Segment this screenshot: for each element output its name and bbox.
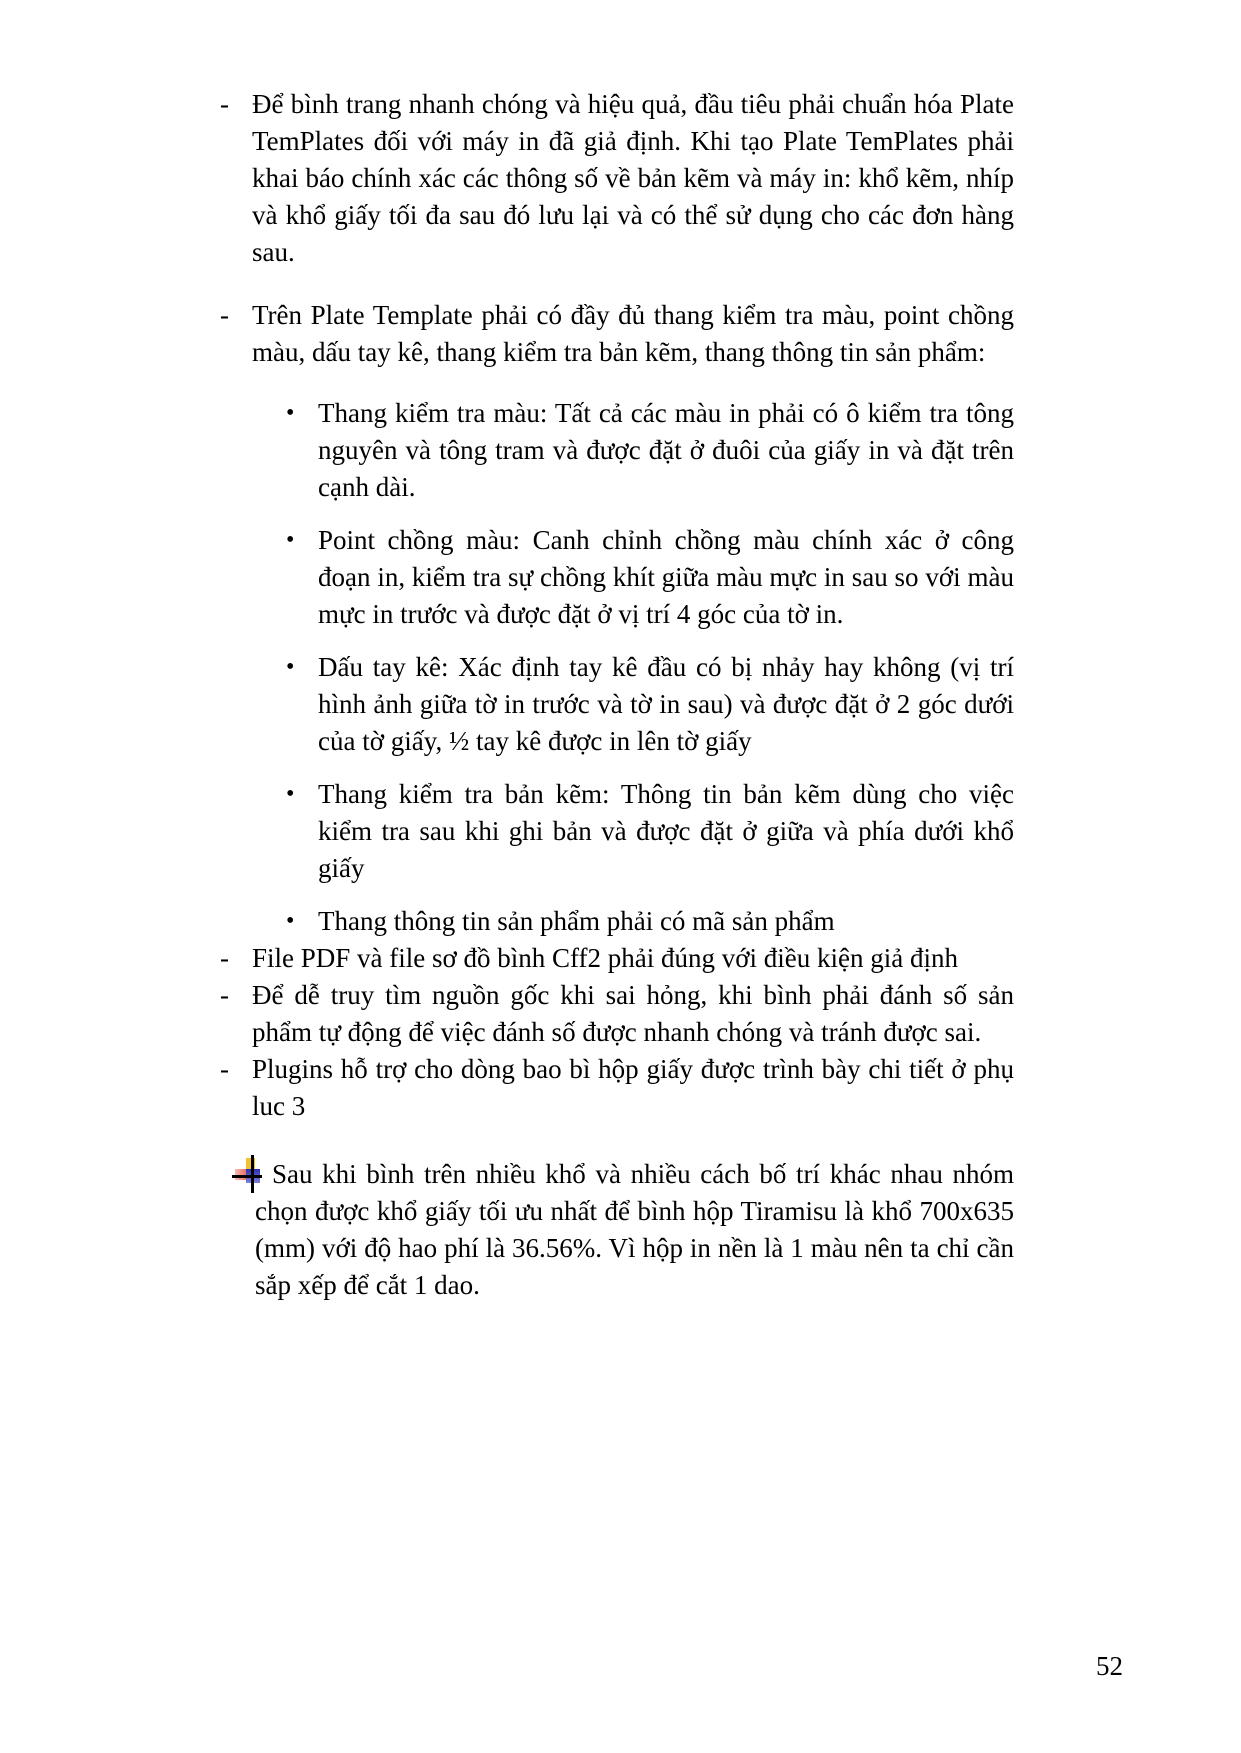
dash-bullet: - (220, 943, 229, 973)
list-item-text: Plugins hỗ trợ cho dòng bao bì hộp giấy được trình bày chi tiết ở phụ luc 3 (252, 1054, 1014, 1121)
dash-bullet: - (220, 300, 229, 330)
list-item-text: File PDF và file sơ đồ bình Cff2 phải đúng với điều kiện giả định (252, 943, 959, 973)
list-item-text: Thang thông tin sản phẩm phải có mã sản phẩm (318, 906, 835, 936)
sub-list-item (220, 522, 1014, 633)
list-item-text: Thang kiểm tra bản kẽm: Thông tin bản kẽm dùng cho việc kiểm tra sau khi ghi bản và được đặt ở giữa và phía dưới khổ giấy (318, 779, 1014, 883)
list-item-text: Để bình trang nhanh chóng và hiệu quả, đầu tiêu phải chuẩn hóa Plate TemPlates đối với máy in đã giả định. Khi tạo Plate TemPlates phải khai báo chính xác các thông số về bản kẽm và máy in: khổ kẽm, nhíp và khổ giấy tối đa sau đó lưu lại và có thể sử dụng cho các đơn hàng sau. (252, 89, 1014, 267)
cross-horizontal-bar (232, 1175, 262, 1178)
list-item (220, 86, 1014, 271)
sub-list-item (220, 776, 1014, 887)
list-item-text: Trên Plate Template phải có đầy đủ thang kiểm tra màu, point chồng màu, dấu tay kê, thang kiểm tra bản kẽm, thang thông tin sản phẩm: (252, 300, 1014, 367)
list-item-text: Dấu tay kê: Xác định tay kê đầu có bị nhảy hay không (vị trí hình ảnh giữa tờ in trước và tờ in sau) và được đặt ở 2 góc dưới của tờ giấy, ½ tay kê được in lên tờ giấy (318, 652, 1014, 756)
list-item (220, 1051, 1014, 1125)
dash-bullet: - (220, 1054, 229, 1084)
list-item-text: Để dễ truy tìm nguồn gốc khi sai hỏng, khi bình phải đánh số sản phẩm tự động để việc đánh số được nhanh chóng và tránh được sai. (252, 980, 1014, 1047)
page-number: 52 (1096, 1651, 1123, 1681)
dot-bullet: • (286, 908, 295, 934)
dot-bullet: • (286, 400, 295, 426)
dot-bullet: • (286, 527, 295, 553)
dash-bullet: - (220, 980, 229, 1010)
list-item (220, 940, 1014, 977)
document-content (220, 86, 1014, 1304)
sub-list-item (220, 903, 1014, 940)
dash-bullet: - (220, 89, 229, 119)
list-item (220, 297, 1014, 371)
list-item-text: Thang kiểm tra màu: Tất cả các màu in phải có ô kiểm tra tông nguyên và tông tram và được đặt ở đuôi của giấy in và đặt trên cạnh dài. (318, 398, 1014, 502)
list-item-text: Sau khi bình trên nhiều khổ và nhiều cách bố trí khác nhau nhóm chọn được khổ giấy tối ưu nhất để bình hộp Tiramisu là khổ 700x635 (mm) với độ hao phí là 36.56%. Vì hộp in nền là 1 màu nên ta chỉ cần sắp xếp để cắt 1 dao. (255, 1159, 1014, 1300)
colored-cross-bullet-icon (232, 1155, 262, 1193)
list-item (220, 977, 1014, 1051)
sub-list-item (220, 649, 1014, 760)
list-item-text: Point chồng màu: Canh chỉnh chồng màu chính xác ở công đoạn in, kiểm tra sự chồng khít giữa màu mực in sau so với màu mực in trước và được đặt ở vị trí 4 góc của tờ in. (318, 525, 1014, 629)
dot-bullet: • (286, 654, 295, 680)
cross-vertical-bar (251, 1155, 254, 1193)
sub-list-item (220, 395, 1014, 506)
dot-bullet: • (286, 781, 295, 807)
highlight-list-item (220, 1155, 1014, 1304)
